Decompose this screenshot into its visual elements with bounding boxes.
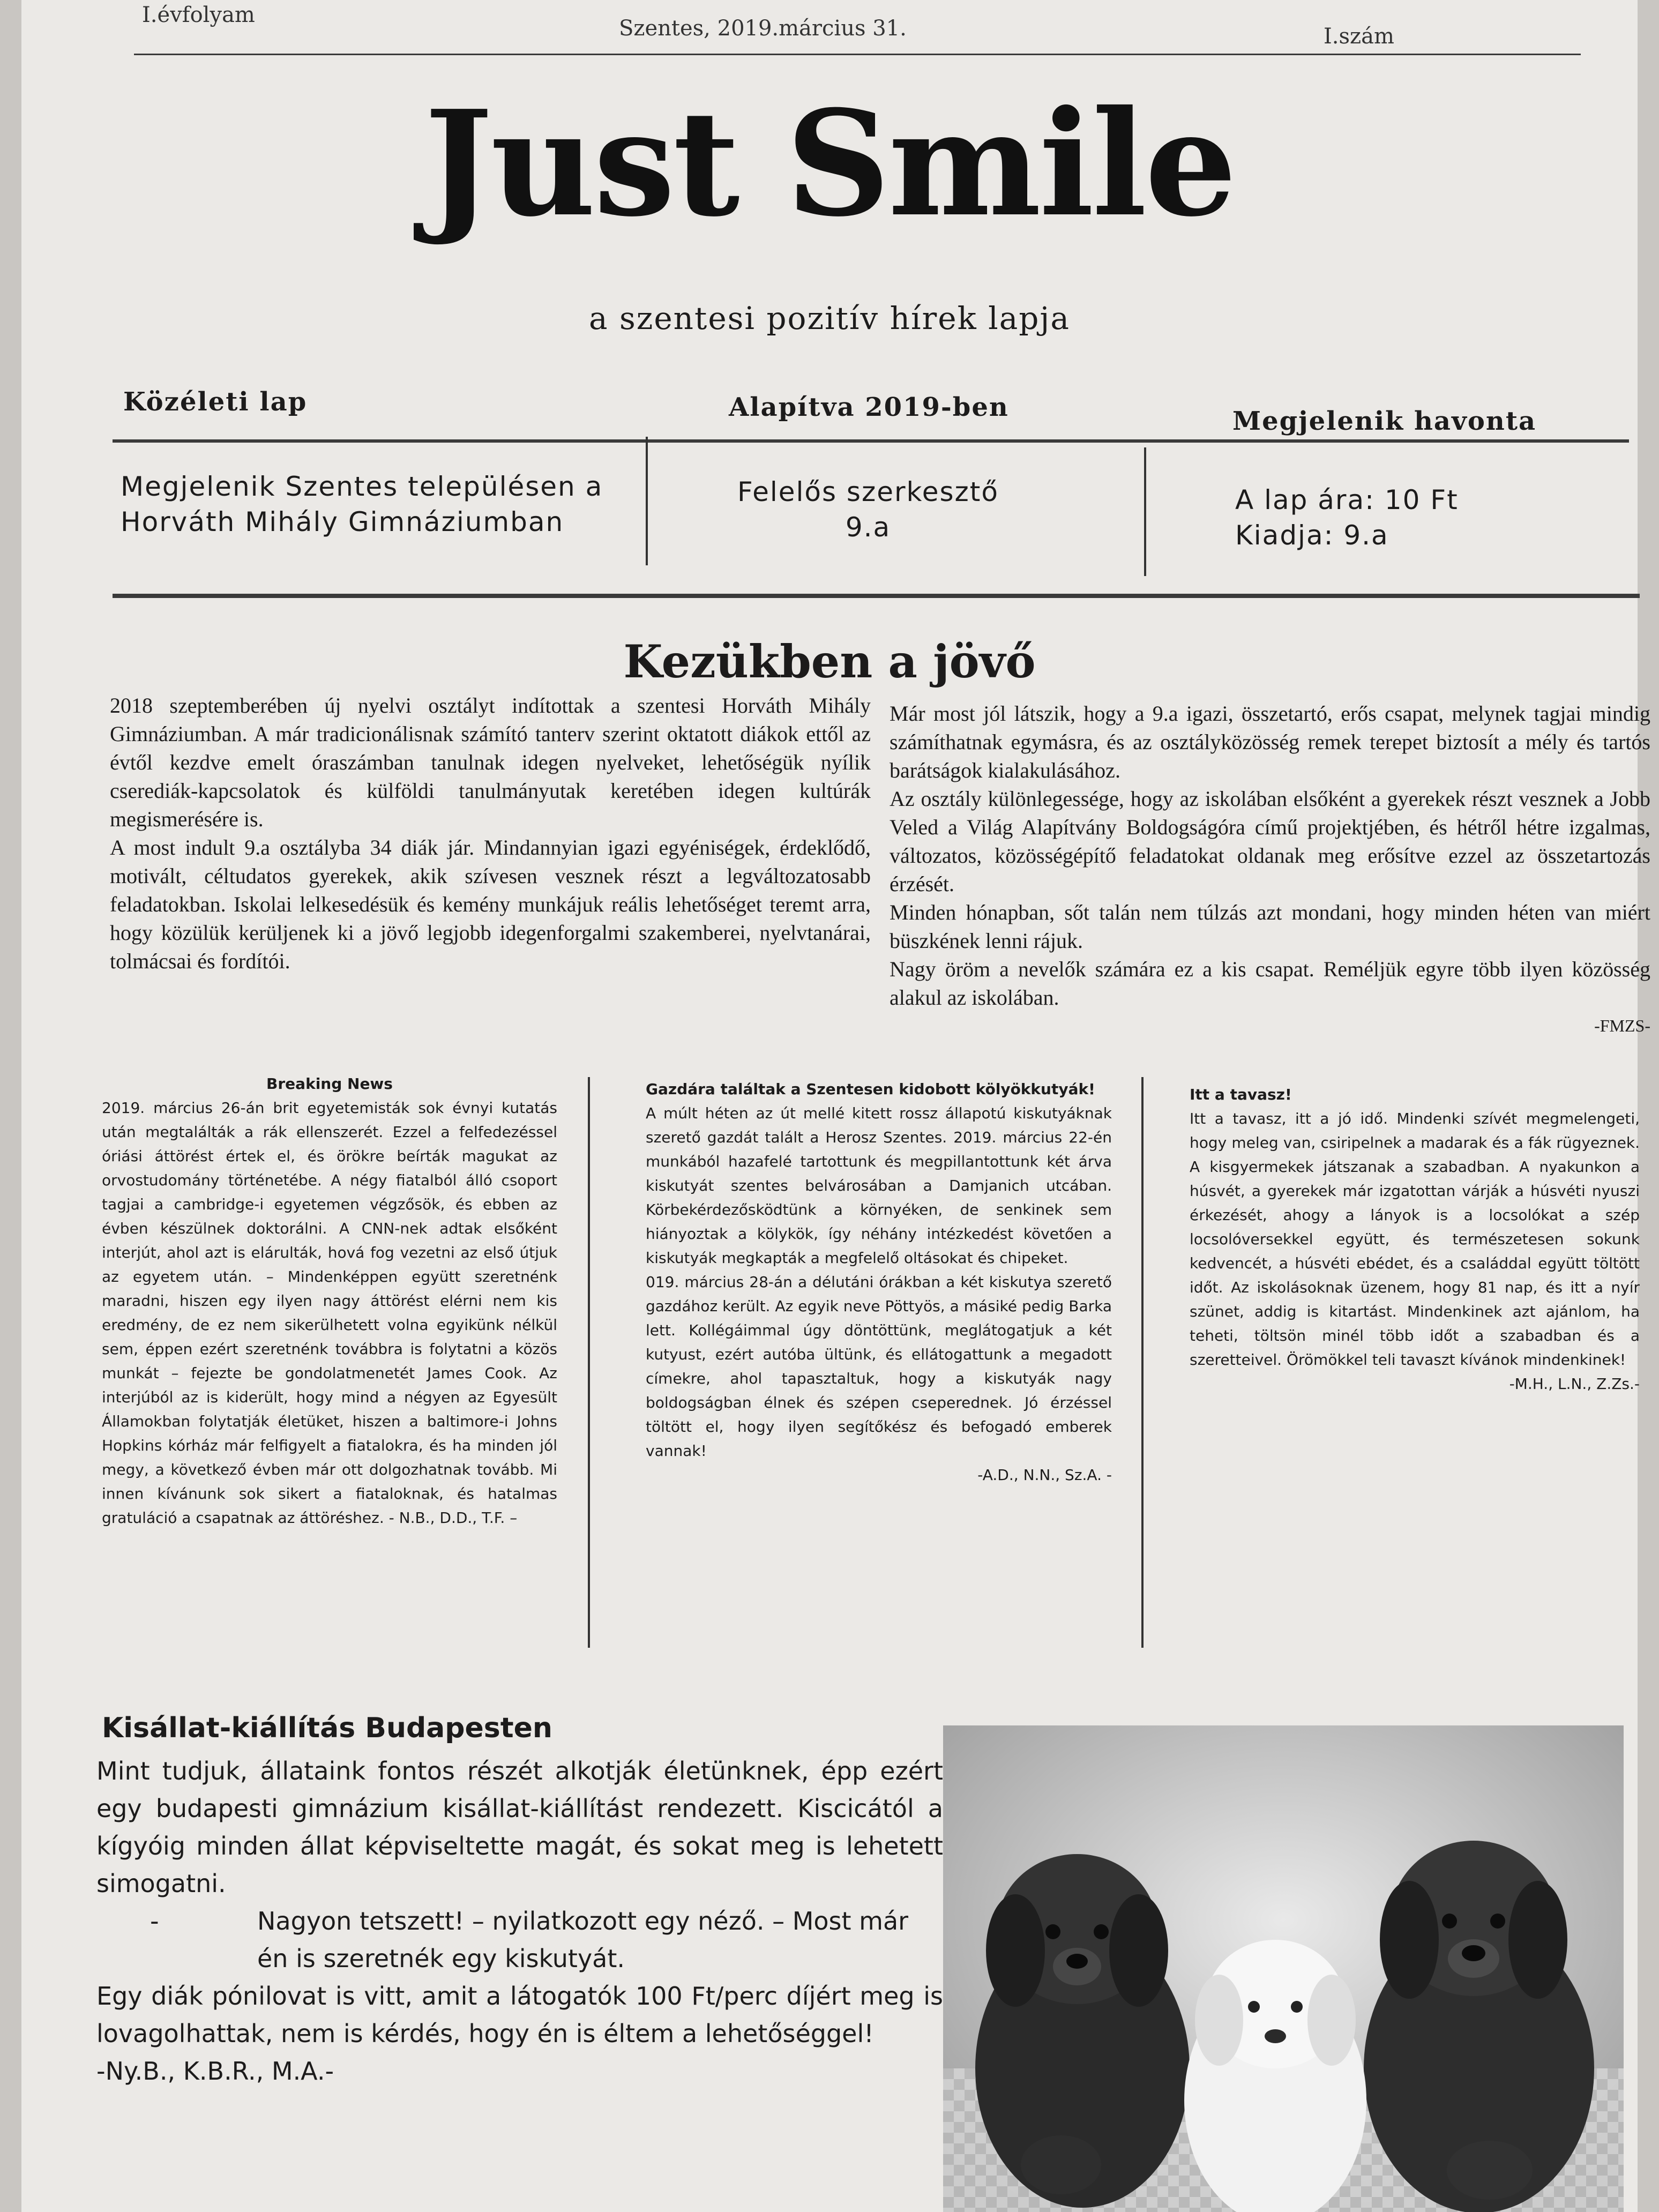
info-col2	[697, 474, 1040, 545]
light-puppy-middle	[1184, 1940, 1366, 2212]
bottom-paragraph: Mint tudjuk, állataink fontos részét alkotják életünknek, épp ezért egy budapesti gimnázium kisállat-kiállítást rendezett. Kiscicától a kígyóig minden állat képviseltette magát, és sokat meg is lehetett simogatni.	[96, 1757, 943, 1898]
puppies-illustration	[943, 1725, 1624, 2212]
column-text	[102, 1096, 557, 1530]
column-text	[1190, 1107, 1640, 1396]
info-divider-1	[646, 437, 648, 565]
bottom-article	[96, 1752, 943, 2090]
info-publisher: Kiadja: 9.a	[1235, 520, 1389, 551]
info-editor-label: Felelős szerkesztő	[737, 476, 999, 507]
info-col1	[121, 469, 603, 540]
lead-paragraph: 2018 szeptemberében új nyelvi osztályt indítottak a szentesi Horváth Mihály Gimnáziumban. A már tradicionálisnak számító tanterv szerint oktatott diákok ettől az évtől kezdve emelt óraszámban tanulnak idegen nyelveket, lehetőségük nyílik cserediák-kapcsolatok és külföldi tanulmányutak keretében idegen kultúrák megismerésére is.	[110, 693, 871, 831]
bottom-quote: Nagyon tetszett! – nyilatkozott egy néző. – Most már én is szeretnék egy kiskutyát.	[257, 1907, 909, 1973]
bottom-signature: -Ny.B., K.B.R., M.A.-	[96, 2057, 334, 2086]
column-divider-2	[1141, 1077, 1144, 1648]
bar-left: Közéleti lap	[123, 387, 308, 417]
column-paragraph: 019. március 28-án a délutáni órákban a két kiskutya szerető gazdához került. Az egyik neve Pöttyös, a másiké pedig Barka lett. Kollégáimmal úgy döntöttünk, meglátogatjuk a két kutyust, ezért autóba ültünk, és ellátogattunk a megadott címekre, ahol tapasztaltuk, hogy a kiskutyák nagy boldogságban élnek és szépen cseperednek. Jó érzéssel töltött el, hogy ilyen segítőkész és befogadó emberek vannak!	[646, 1273, 1112, 1460]
bullet-marker: -	[150, 1907, 159, 1935]
date-label: Szentes, 2019.március 31.	[619, 16, 907, 41]
info-location-line1: Megjelenik Szentes településen a	[121, 471, 603, 502]
column-signature: -M.H., L.N., Z.Zs.-	[1509, 1375, 1640, 1393]
column-signature: -A.D., N.N., Sz.A. -	[977, 1466, 1112, 1484]
info-location-line2: Horváth Mihály Gimnáziumban	[121, 506, 564, 537]
info-price: A lap ára: 10 Ft	[1235, 484, 1459, 515]
bar-rule	[113, 439, 1629, 443]
column-title: Itt a tavasz!	[1190, 1086, 1292, 1103]
column-dogs-adopted	[646, 1077, 1112, 1487]
info-rule	[113, 594, 1640, 598]
info-divider-2	[1144, 447, 1146, 576]
column-spring	[1190, 1082, 1640, 1396]
lead-paragraph: Nagy öröm a nevelők számára ez a kis csapat. Reméljük egyre több ilyen közösség alakul az iskolában.	[890, 957, 1650, 1010]
column-paragraph: Itt a tavasz, itt a jó idő. Mindenki szívét megmelengeti, hogy meleg van, csiripelnek a madarak és a fák rügyeznek. A kisgyermekek játszanak a szabadban. A nyakunkon a húsvét, a gyerekek már izgatottan várják a húsvéti nyuszi érkezését, ahogy a lányok is a locsolókat a szép locsolóversekkel együtt, és természetesen sokunk kedvencét, a húsvéti ebédet, és a családdal együtt töltött időt. Az iskolásoknak üzenem, hogy 81 nap, és itt a nyír szünet, addig is kitartást. Mindenkinek azt ajánlom, ha teheti, töltsön minél több időt a szabadban és a szeretteivel. Örömökkel teli tavaszt kívánok mindenkinek!	[1190, 1110, 1640, 1369]
bottom-paragraph: Egy diák pónilovat is vitt, amit a látogatók 100 Ft/perc díjért meg is lovagolhattak, nem is kérdés, hogy én is éltem a lehetőséggel!	[96, 1982, 943, 2048]
bar-center: Alapítva 2019-ben	[729, 392, 1009, 422]
lead-paragraph: Az osztály különlegessége, hogy az iskolában elsőként a gyerekek részt vesznek a Jobb Veled a Világ Alapítvány Boldogságóra című projektjében, és hétről hétre izgalmas, változatos, közösségépítő feladatokat oldanak meg erősítve ezzel az összetartozás érzését.	[890, 787, 1650, 896]
masthead-title: Just Smile	[424, 78, 1235, 249]
lead-title: Kezükben a jövő	[623, 635, 1036, 688]
bottom-title: Kisállat-kiállítás Budapesten	[102, 1712, 552, 1744]
bottom-quote-item	[96, 1902, 943, 1977]
info-editor-value: 9.a	[845, 512, 891, 543]
lead-left-column	[110, 691, 871, 975]
lead-signature: -FMZS-	[1594, 1016, 1650, 1035]
volume-label: I.évfolyam	[142, 3, 255, 27]
column-divider-1	[588, 1077, 590, 1648]
column-paragraph: A múlt héten az út mellé kitett rossz állapotú kiskutyáknak szerető gazdát talált a Herosz Szentes. 2019. március 22-én munkából hazafelé tartottunk és megpillantottunk két árva kiskutyát szentes belvárosában a Damjanich utcában. Körbekérdezősködtünk a környéken, de senkinek sem hiányoztak a kölykök, így néhány intézkedést követően a kiskutyák megkapták a megfelelő oltásokat és chipeket.	[646, 1104, 1112, 1267]
lead-paragraph: Már most jól látszik, hogy a 9.a igazi, összetartó, erős csapat, melynek tagjai mindig számíthatnak egymásra, és az osztályközösség remek terepet biztosít a mély és tartós barátságok kialakulásához.	[890, 701, 1650, 782]
lead-paragraph: Minden hónapban, sőt talán nem túlzás azt mondani, hogy minden héten van miért büszkének lenni rájuk.	[890, 900, 1650, 953]
info-col3	[1235, 482, 1459, 553]
column-paragraph: 2019. március 26-án brit egyetemisták sok évnyi kutatás után megtalálták a rák ellenszerét. Ezzel a felfedezéssel óriási áttörést értek el, és örökre beírták magukat az orvostudomány történetébe. A négy fiatalból álló csoport tagjai a cambridge-i egyetemen végzősök, és ebben az évben készülnek doktorálni. A CNN-nek adtak elsőként interjút, ahol azt is elárulták, hová fog vezetni az első útjuk az egyetem után. – Mindenképpen együtt szeretnénk maradni, hiszen egy ilyen nagy áttörést elérni nem kis eredmény, de ez nem sikerülhetett volna egyikünk nélkül sem, éppen ezért szeretnénk továbbra is folytatni a közös munkát – fejezte be gondolatmenetét James Cook. Az interjúból az is kiderült, hogy mind a négyen az Egyesült Államokban folytatják életüket, hiszen a baltimore-i Johns Hopkins kórház már felfigyelt a fiatalokra, és ha minden jól megy, a következő évben már ott dolgozhatnak tovább. Mi innen kívánunk sok sikert a fiataloknak, és hatalmas gratuláció a csapatnak az áttöréshez. - N.B., D.D., T.F. –	[102, 1099, 557, 1527]
puppies-photo	[943, 1725, 1624, 2212]
issue-label: I.szám	[1324, 24, 1394, 49]
column-title: Breaking News	[266, 1075, 393, 1093]
newspaper-page	[21, 0, 1650, 2212]
column-breaking-news	[102, 1072, 557, 1530]
column-title: Gazdára találtak a Szentesen kidobott kölyökkutyák!	[646, 1080, 1095, 1098]
lead-paragraph: A most indult 9.a osztályba 34 diák jár. Mindannyian igazi egyéniségek, érdeklődő, motivált, céltudatos gyerekek, akik szívesen vesznek részt a legváltozatosabb feladatokban. Iskolai lelkesedésük és kemény munkájuk reális lehetőséget teremt arra, hogy közülük kerüljenek ki a jövő legjobb idegenforgalmi szakemberei, nyelvtanárai, tolmácsai és fordítói.	[110, 835, 871, 973]
masthead-tagline: a szentesi pozitív hírek lapja	[589, 300, 1070, 337]
bar-right: Megjelenik havonta	[1232, 406, 1537, 436]
top-rule	[134, 54, 1581, 55]
column-text	[646, 1101, 1112, 1487]
lead-right-column	[890, 699, 1650, 1040]
